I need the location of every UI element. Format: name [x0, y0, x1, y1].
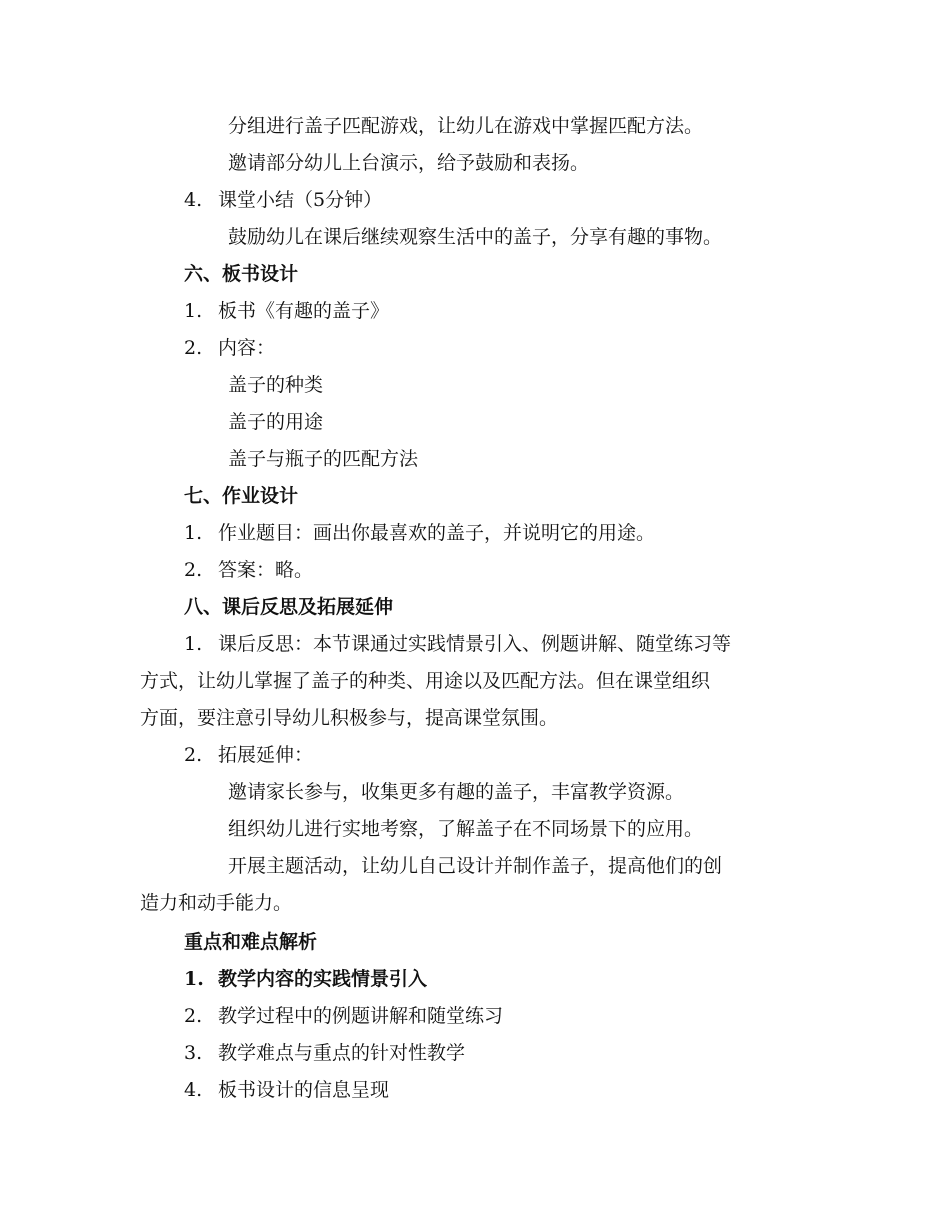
list-text: 内容： [218, 337, 276, 359]
keypoint-item [184, 1078, 389, 1102]
list-number: 1. [184, 300, 203, 322]
list-number: 4. [184, 1079, 203, 1101]
list-number: 2. [184, 744, 203, 766]
reflection-line-3: 方面，要注意引导幼儿积极参与，提高课堂氛围。 [140, 707, 559, 729]
reflection-line-1 [184, 632, 731, 656]
list-item-homework-answer [184, 558, 313, 582]
section-heading-reflection: 八、课后反思及拓展延伸 [184, 596, 394, 618]
list-text: 答案：略。 [218, 559, 314, 581]
section-heading-board: 六、板书设计 [184, 263, 299, 285]
list-item-homework-task [184, 521, 655, 545]
list-text: 板书《有趣的盖子》 [218, 300, 390, 322]
list-text: 板书设计的信息呈现 [218, 1079, 390, 1101]
list-number: 2. [184, 337, 203, 359]
list-number: 1. [184, 522, 203, 544]
keypoint-item [184, 1041, 465, 1065]
list-number: 1. [184, 633, 203, 655]
content-item: 盖子与瓶子的匹配方法 [228, 448, 419, 470]
extension-item-last-line-1: 开展主题活动，让幼儿自己设计并制作盖子，提高他们的创 [228, 855, 723, 877]
section-heading-keypoints: 重点和难点解析 [184, 931, 318, 953]
list-text: 教学内容的实践情景引入 [218, 968, 428, 990]
paragraph-encourage: 鼓励幼儿在课后继续观察生活中的盖子，分享有趣的事物。 [228, 226, 723, 248]
list-number: 1. [184, 968, 204, 990]
list-number: 2. [184, 1005, 203, 1027]
list-item-board-content [184, 336, 275, 360]
list-item-board-title [184, 299, 389, 323]
keypoint-item [184, 967, 427, 991]
extension-item-last-line-2: 造力和动手能力。 [140, 892, 293, 914]
content-item: 盖子的种类 [228, 374, 324, 396]
content-item: 盖子的用途 [228, 411, 324, 433]
section-heading-homework: 七、作业设计 [184, 485, 299, 507]
list-number: 3. [184, 1042, 203, 1064]
list-text: 课后反思：本节课通过实践情景引入、例题讲解、随堂练习等 [218, 633, 732, 655]
list-text: 课堂小结（5分钟） [218, 189, 383, 211]
list-text: 教学过程中的例题讲解和随堂练习 [218, 1005, 504, 1027]
list-text: 拓展延伸： [218, 744, 314, 766]
list-item-extension [184, 743, 313, 767]
list-item-summary [184, 188, 382, 212]
paragraph-demo: 邀请部分幼儿上台演示，给予鼓励和表扬。 [228, 152, 590, 174]
list-text: 教学难点与重点的针对性教学 [218, 1042, 466, 1064]
paragraph-game: 分组进行盖子匹配游戏，让幼儿在游戏中掌握匹配方法。 [228, 115, 704, 137]
list-number: 4. [184, 189, 203, 211]
keypoint-item [184, 1004, 503, 1028]
extension-item: 组织幼儿进行实地考察，了解盖子在不同场景下的应用。 [228, 818, 704, 840]
extension-item: 邀请家长参与，收集更多有趣的盖子，丰富教学资源。 [228, 781, 685, 803]
reflection-line-2: 方式，让幼儿掌握了盖子的种类、用途以及匹配方法。但在课堂组织 [140, 670, 711, 692]
list-text: 作业题目：画出你最喜欢的盖子，并说明它的用途。 [218, 522, 656, 544]
list-number: 2. [184, 559, 203, 581]
